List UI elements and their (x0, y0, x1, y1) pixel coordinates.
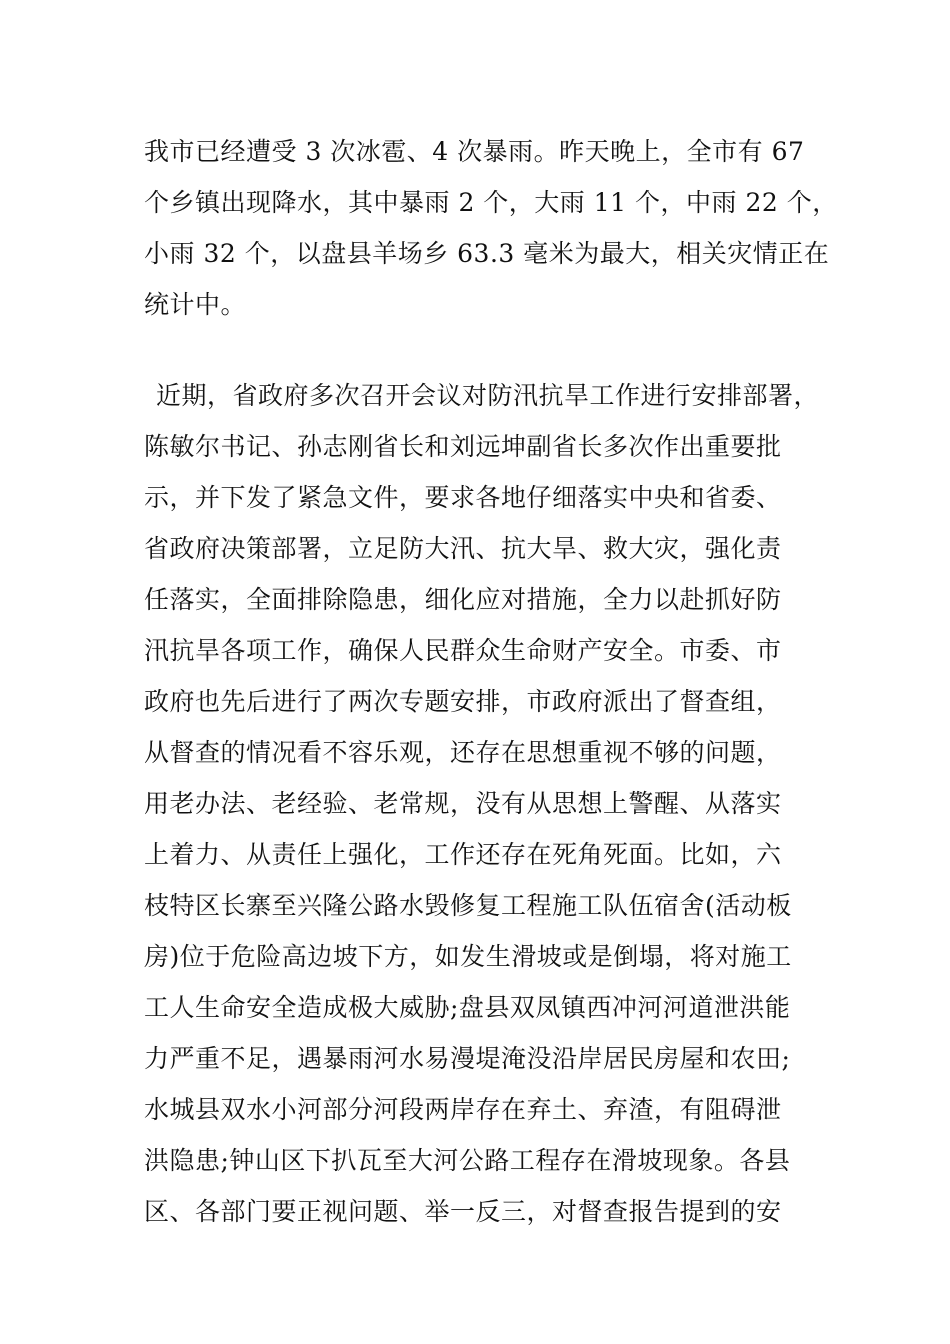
text-line: 统计中。 (144, 290, 247, 319)
text-line: 小雨 32 个，以盘县羊场乡 63.3 毫米为最大，相关灾情正在 (144, 239, 830, 268)
text-line: 力严重不足，遇暴雨河水易漫堤淹没沿岸居民房屋和农田; (144, 1044, 791, 1073)
text-line: 个乡镇出现降水，其中暴雨 2 个，大雨 11 个，中雨 22 个， (144, 188, 838, 217)
text-line: 工人生命安全造成极大威胁;盘县双凤镇西冲河河道泄洪能 (144, 993, 791, 1022)
text-line: 用老办法、老经验、老常规，没有从思想上警醒、从落实 (144, 789, 782, 818)
text-line: 枝特区长寨至兴隆公路水毁修复工程施工队伍宿舍(活动板 (144, 891, 792, 920)
text-line: 示，并下发了紧急文件，要求各地仔细落实中央和省委、 (144, 483, 782, 512)
paragraph-flood-control-deployment (144, 370, 824, 1237)
text-line: 政府也先后进行了两次专题安排，市政府派出了督查组， (144, 687, 782, 716)
text-line: 任落实，全面排除隐患，细化应对措施，全力以赴抓好防 (144, 585, 782, 614)
text-line: 我市已经遭受 3 次冰雹、4 次暴雨。昨天晚上，全市有 67 (144, 137, 805, 166)
text-line: 从督查的情况看不容乐观，还存在思想重视不够的问题， (144, 738, 782, 767)
text-line: 上着力、从责任上强化，工作还存在死角死面。比如，六 (144, 840, 782, 869)
text-line: 房)位于危险高边坡下方，如发生滑坡或是倒塌，将对施工 (144, 942, 792, 971)
text-line: 省政府决策部署，立足防大汛、抗大旱、救大灾，强化责 (144, 534, 782, 563)
text-line: 汛抗旱各项工作，确保人民群众生命财产安全。市委、市 (144, 636, 782, 665)
text-line: 水城县双水小河部分河段两岸存在弃土、弃渣，有阻碍泄 (144, 1095, 782, 1124)
text-line: 洪隐患;钟山区下扒瓦至大河公路工程存在滑坡现象。各县 (144, 1146, 791, 1175)
text-line: 陈敏尔书记、孙志刚省长和刘远坤副省长多次作出重要批 (144, 432, 782, 461)
text-line: 区、各部门要正视问题、举一反三，对督查报告提到的安 (144, 1197, 782, 1226)
paragraph-rainfall-report (144, 126, 838, 330)
text-line: 近期，省政府多次召开会议对防汛抗旱工作进行安排部署， (156, 381, 820, 410)
